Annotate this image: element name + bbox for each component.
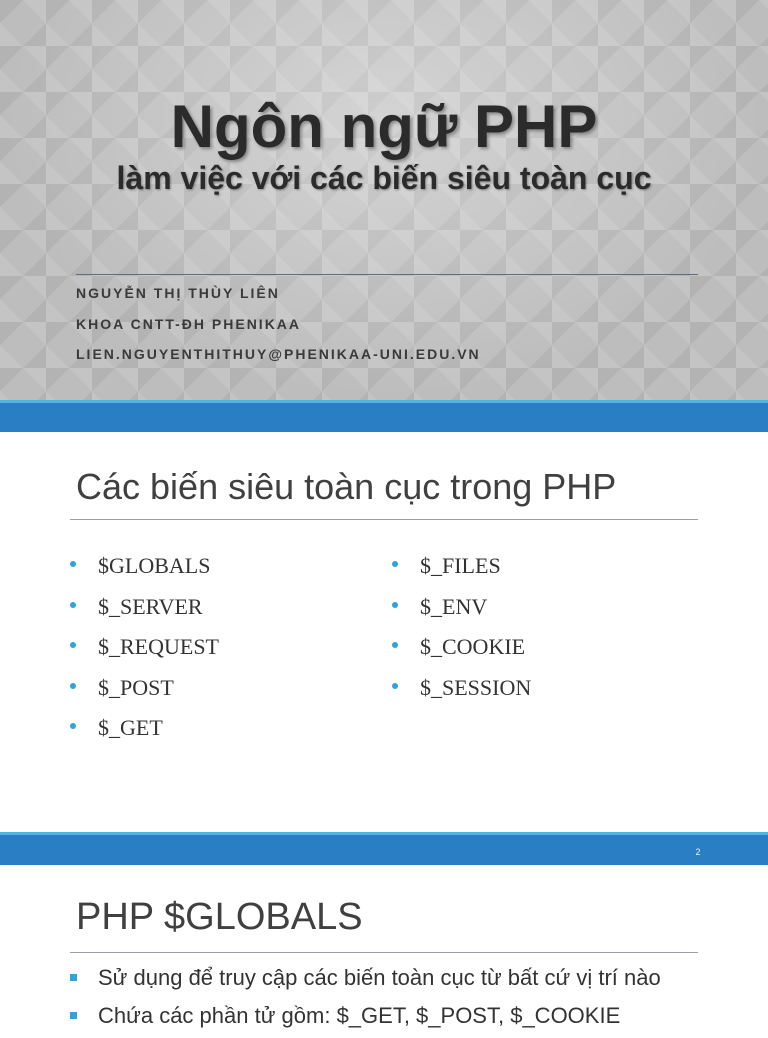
presentation-subtitle: làm việc với các biến siêu toàn cục	[116, 160, 652, 196]
title-slide	[0, 0, 768, 400]
presentation-title: Ngôn ngữ PHP	[170, 93, 598, 160]
slide-separator-band	[0, 400, 768, 432]
page-number: 2	[695, 847, 701, 857]
list-item: $_FILES	[392, 550, 531, 591]
title-divider	[70, 952, 698, 953]
list-item: $_COOKIE	[392, 631, 531, 672]
slide-title: Các biến siêu toàn cục trong PHP	[76, 466, 617, 507]
list-item: $_REQUEST	[70, 631, 219, 672]
slide-separator-band	[0, 832, 768, 865]
bullet-dot-icon	[392, 683, 398, 689]
bullet-dot-icon	[70, 723, 76, 729]
bullet-dot-icon	[70, 561, 76, 567]
list-item: $_POST	[70, 672, 219, 713]
list-item: $_SESSION	[392, 672, 531, 713]
globals-bullet-list	[70, 962, 710, 1038]
superglobals-list-right	[392, 550, 531, 712]
list-item: $_SERVER	[70, 591, 219, 632]
author-name: NGUYỄN THỊ THÙY LIÊN	[76, 285, 280, 301]
list-item: $_GET	[70, 712, 219, 753]
bullet-dot-icon	[70, 683, 76, 689]
list-item: $GLOBALS	[70, 550, 219, 591]
bullet-dot-icon	[70, 602, 76, 608]
bullet-dot-icon	[392, 561, 398, 567]
list-item: Sử dụng để truy cập các biến toàn cục từ bất cứ vị trí nào	[70, 962, 710, 1000]
slide-title: PHP $GLOBALS	[76, 896, 363, 938]
author-affiliation: KHOA CNTT-ĐH PHENIKAA	[76, 316, 302, 332]
title-divider	[76, 274, 698, 275]
list-item: Chứa các phần tử gồm: $_GET, $_POST, $_COOKIE	[70, 1000, 710, 1038]
list-item: $_ENV	[392, 591, 531, 632]
bullet-dot-icon	[392, 642, 398, 648]
author-email: LIEN.NGUYENTHITHUY@PHENIKAA-UNI.EDU.VN	[76, 346, 481, 362]
bullet-square-icon	[70, 1012, 77, 1019]
bullet-dot-icon	[392, 602, 398, 608]
superglobals-list-left	[70, 550, 219, 753]
bullet-square-icon	[70, 974, 77, 981]
title-divider	[70, 519, 698, 520]
bullet-dot-icon	[70, 642, 76, 648]
